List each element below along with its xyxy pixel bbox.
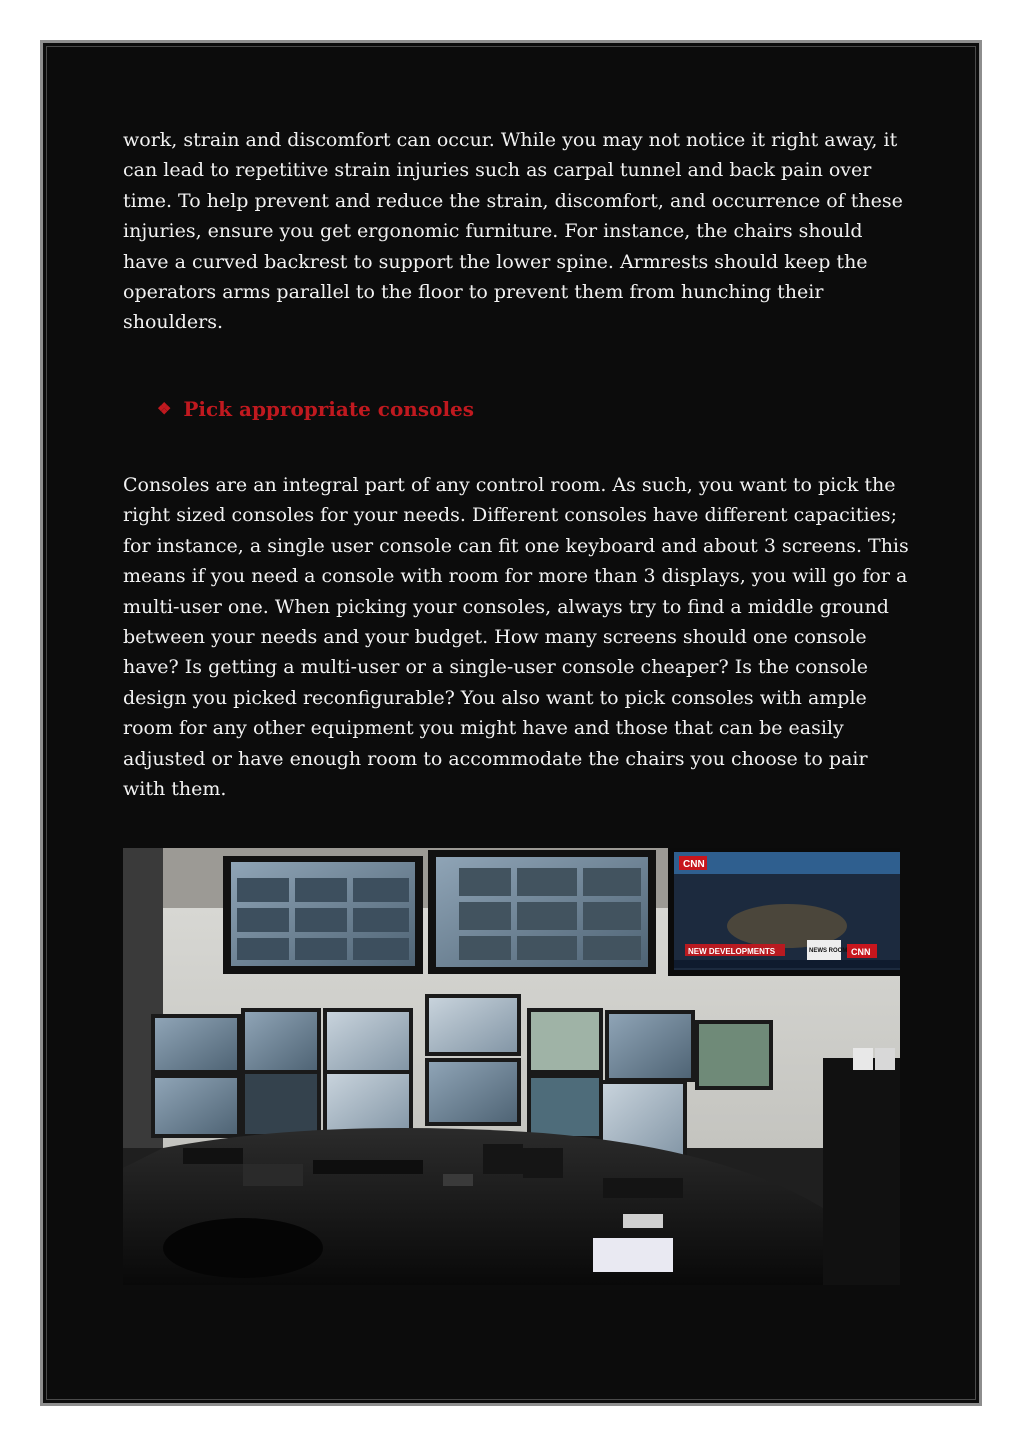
control-room-photo (123, 848, 900, 1285)
section-heading-text: Pick appropriate consoles (183, 397, 475, 421)
diamond-bullet-icon: ❖ (157, 399, 172, 418)
tv-logo: CNN (683, 859, 705, 870)
tv-logo-small: CNN (851, 947, 871, 957)
tv-banner: NEW DEVELOPMENTS (688, 947, 776, 956)
body-paragraph: work, strain and discomfort can occur. While you may not notice it right away, it can lead to repetitive strain injuries such as carpal tunnel and back pain over time. To help prevent and reduce the strain, discomfort, and occurrence of these injuries, ensure you get ergonomic furniture. For instance, the chairs should have a curved backrest to support the lower spine. Armrests should keep the operators arms parallel to the floor to prevent them from hunching their shoulders. (123, 129, 903, 334)
section-heading (157, 395, 474, 423)
page-frame (40, 40, 982, 1406)
tv-badge: NEWS ROOM (809, 948, 848, 954)
body-paragraph: Consoles are an integral part of any control room. As such, you want to pick the right sized consoles for your needs. Different consoles have different capacities; for instance, a single user console can fit one keyboard and about 3 screens. This means if you need a console with room for more than 3 displays, you will go for a multi-user one. When picking your consoles, always try to find a middle ground between your needs and your budget. How many screens should one console have? Is getting a multi-user or a single-user console cheaper? Is the console design you picked reconfigurable? You also want to pick consoles with ample room for any other equipment you might have and those that can be easily adjusted or have enough room to accommodate the chairs you choose to pair with them. (123, 474, 909, 801)
